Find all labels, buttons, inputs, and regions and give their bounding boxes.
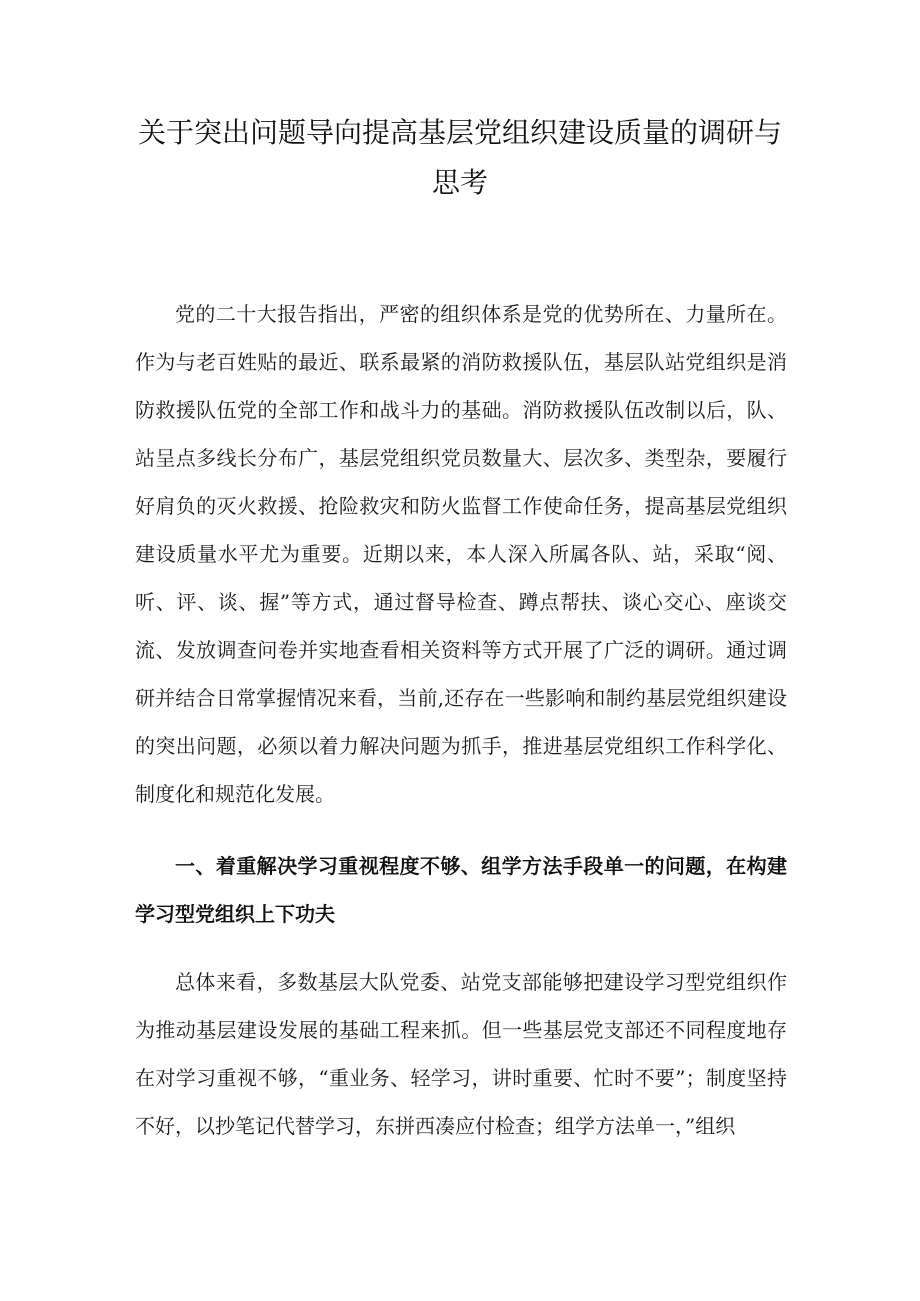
document-title: 关于突出问题导向提高基层党组织建设质量的调研与思考	[137, 116, 782, 199]
section-heading-1: 一、着重解决学习重视程度不够、组学方法手段单一的问题，在构建学习型党组织上下功夫	[135, 854, 787, 926]
intro-paragraph: 党的二十大报告指出，严密的组织体系是党的优势所在、力量所在。作为与老百姓贴的最近、联系最紧的消防救援队伍，基层队站党组织是消防救援队伍党的全部工作和战斗力的基础。消防救援队伍改制以后，队、站呈点多线长分布广，基层党组织党员数量大、层次多、类型杂，要履行好肩负的灭火救援、抢险救灾和防火监督工作使命任务，提高基层党组织建设质量水平尤为重要。近期以来，本人深入所属各队、站，采取“阅、听、评、谈、握”等方式，通过督导检查、蹲点帮扶、谈心交心、座谈交流、发放调查问卷并实地查看相关资料等方式开展了广泛的调研。通过调研并结合日常掌握情况来看，当前,还存在一些影响和制约基层党组织建设的突出问题，必须以着力解决问题为抓手，推进基层党组织工作科学化、制度化和规范化发展。	[135, 302, 787, 806]
section-1-paragraph: 总体来看，多数基层大队党委、站党支部能够把建设学习型党组织作为推动基层建设发展的基础工程来抓。但一些基层党支部还不同程度地存在对学习重视不够，“重业务、轻学习，讲时重要、忙时不要”；制度坚持不好，以抄笔记代替学习，东拼西凑应付检查；组学方法单一，”组织	[135, 970, 787, 1138]
